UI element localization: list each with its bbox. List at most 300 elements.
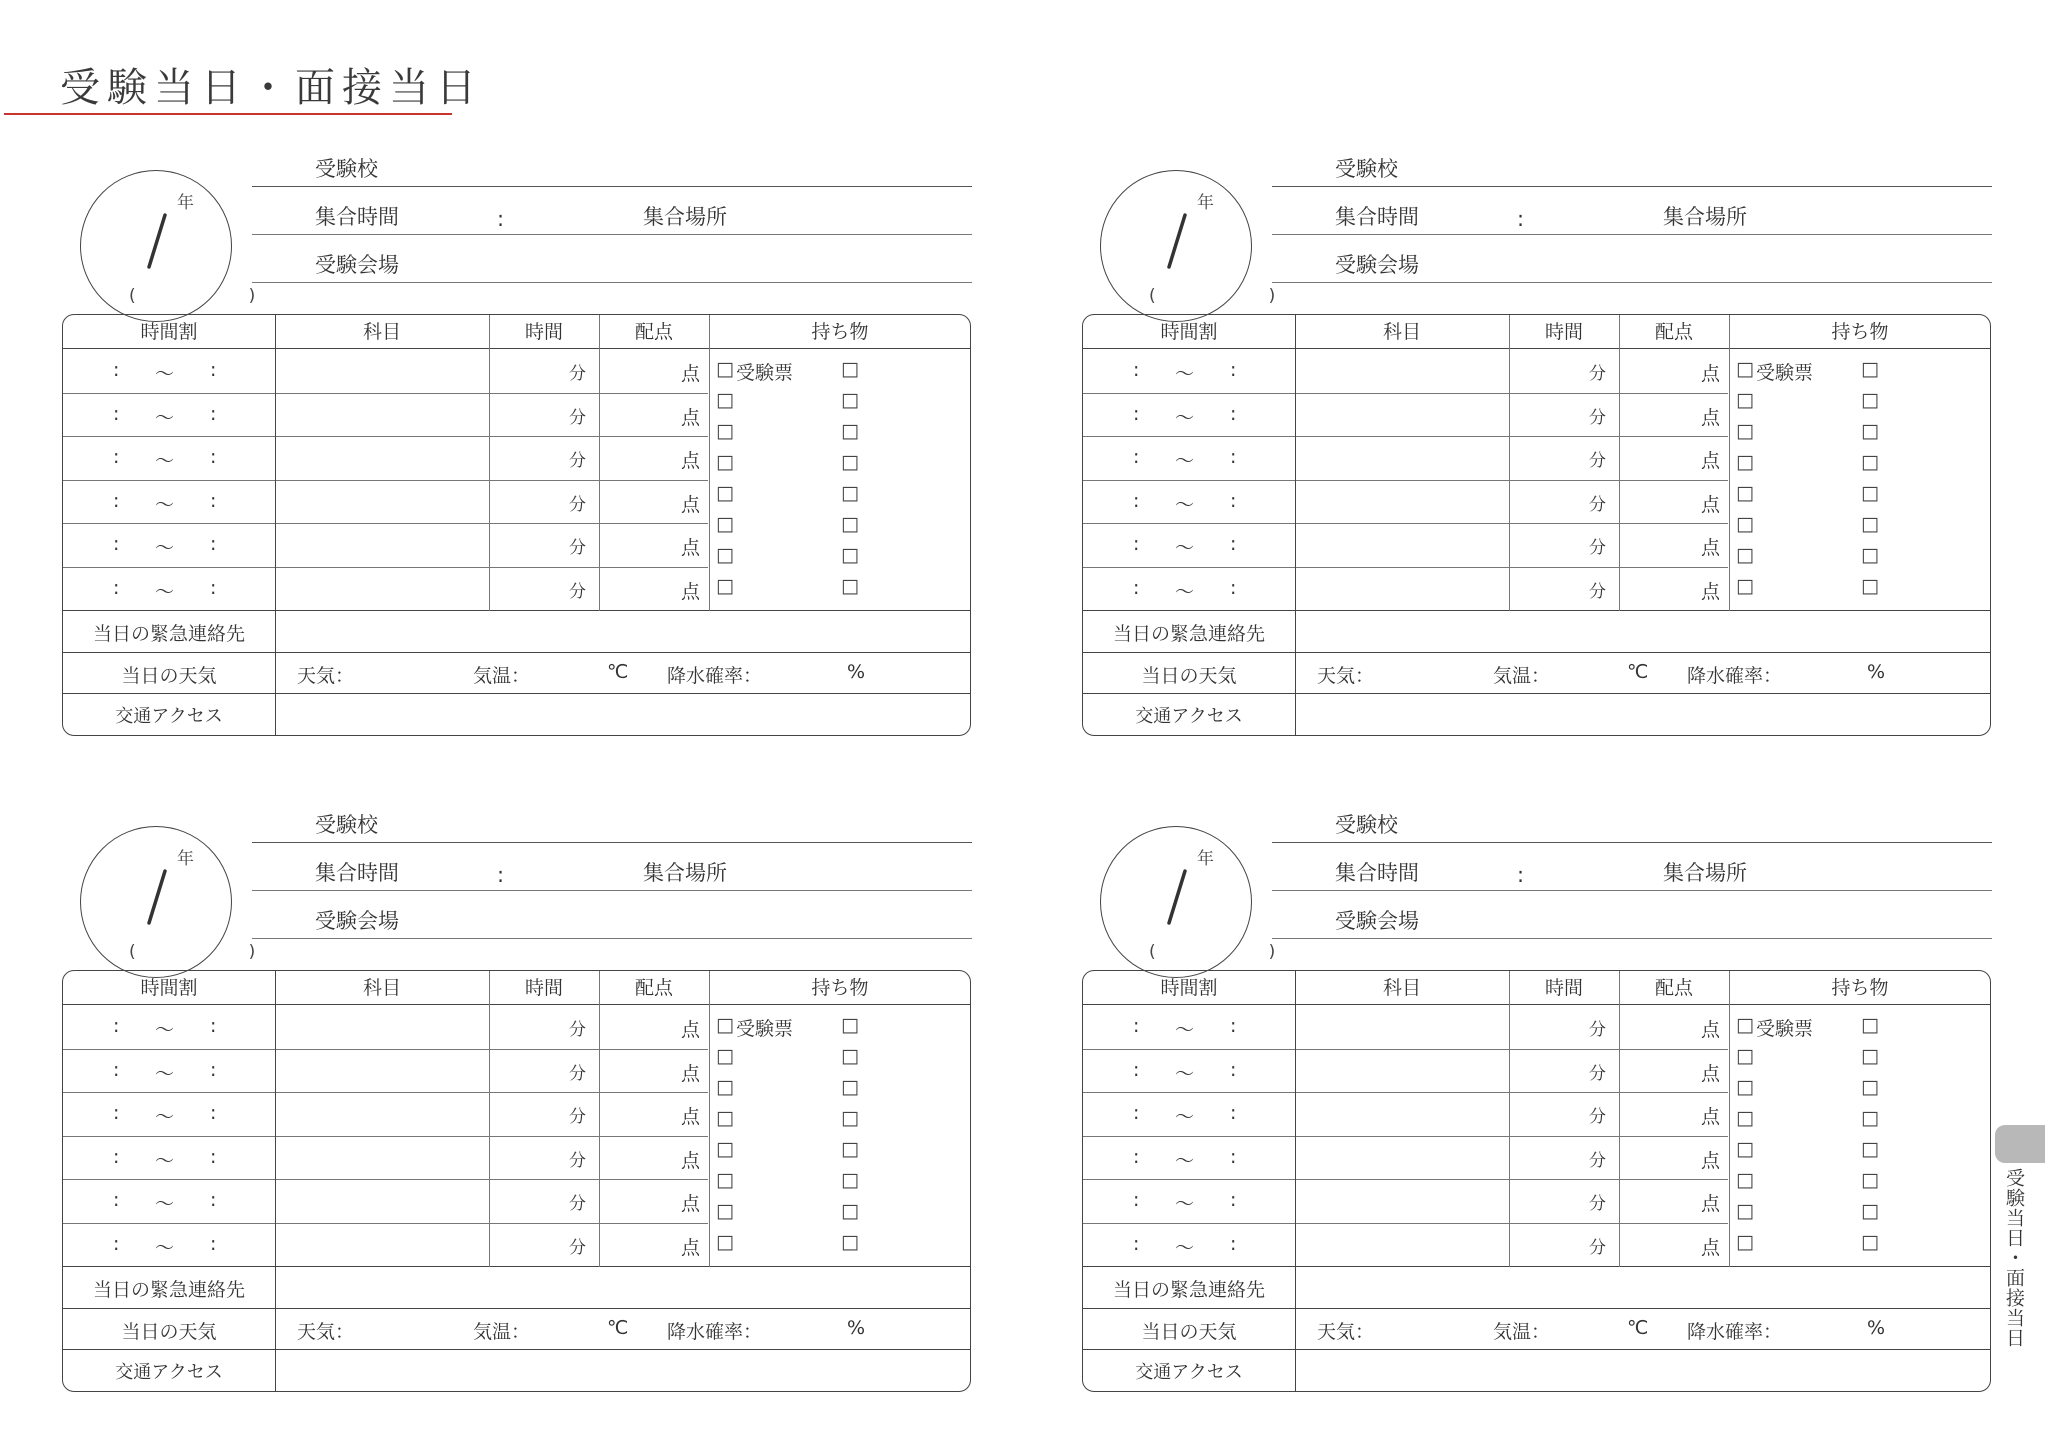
header-time: 時間 [524,321,563,343]
start-time-colon: : [113,359,120,381]
belonging-checkbox[interactable]: □ [1736,1076,1754,1098]
venue-label: 受験会場 [315,253,399,277]
belonging-checkbox[interactable]: □ [841,1107,859,1129]
date-circle [1100,826,1324,978]
row-divider [1083,1179,1728,1180]
belonging-checkbox[interactable]: □ [716,1200,734,1222]
minutes-unit: 分 [569,1194,586,1215]
belonging-checkbox[interactable]: □ [716,575,734,597]
rain-chance-unit: % [847,1317,866,1339]
belonging-checkbox[interactable]: □ [716,1045,734,1067]
weather-row-label: 当日の天気 [1141,1321,1237,1343]
time-range-tilde: 〜 [155,1237,175,1259]
minutes-unit: 分 [569,407,586,428]
year-label: 年 [1197,849,1214,869]
points-unit: 点 [1701,537,1721,560]
access-label: 交通アクセス [1135,706,1243,727]
section-divider [63,693,970,694]
year-label: 年 [1197,193,1214,213]
row-divider [63,480,708,481]
start-time-colon: : [1133,1189,1140,1212]
belonging-checkbox[interactable]: □ [1736,451,1754,473]
belonging-checkbox[interactable]: □ [1736,575,1754,597]
year-label: 年 [177,849,194,869]
school-field[interactable] [252,146,972,187]
section-divider [1083,1266,1990,1267]
belonging-checkbox[interactable]: □ [1736,482,1754,504]
header-belongings: 持ち物 [1831,321,1889,343]
gather-field[interactable] [1272,194,1992,235]
belonging-checkbox[interactable]: □ [716,1107,734,1129]
end-time-colon: : [1230,489,1237,512]
gather-place-label: 集合場所 [643,861,727,885]
start-time-colon: : [1133,577,1140,599]
belonging-checkbox[interactable]: □ [716,451,734,473]
section-divider [63,652,970,653]
column-divider [275,315,276,736]
belonging-checkbox[interactable]: □ [716,482,734,504]
gather-field[interactable] [252,850,972,891]
venue-label: 受験会場 [315,909,399,933]
header-subject: 科目 [1382,321,1421,343]
belonging-checkbox[interactable]: □ [716,513,734,535]
column-divider [1509,971,1510,1267]
belonging-checkbox[interactable]: □ [1736,544,1754,566]
belonging-checkbox[interactable]: □ [1861,1138,1879,1160]
header-divider [63,1004,970,1005]
minutes-unit: 分 [569,1063,586,1084]
header-divider [63,348,970,349]
minutes-unit: 分 [569,1020,586,1040]
gather-time-label: 集合時間 [315,861,399,885]
start-time-colon: : [113,1102,120,1125]
belonging-checkbox[interactable]: □ [716,544,734,566]
weather-row-label: 当日の天気 [1141,665,1237,687]
end-time-colon: : [210,1058,217,1081]
venue-field[interactable] [252,242,972,283]
time-range-tilde: 〜 [155,1193,175,1216]
temperature-unit: ℃ [1627,1317,1649,1339]
belonging-checkbox[interactable]: □ [1736,1045,1754,1067]
minutes-unit: 分 [1589,1107,1606,1128]
start-time-colon: : [113,533,120,556]
time-range-tilde: 〜 [155,450,175,473]
minutes-unit: 分 [1589,1194,1606,1215]
section-divider [63,1266,970,1267]
belonging-checkbox[interactable]: □ [841,1231,859,1253]
header-timetable: 時間割 [1160,977,1218,999]
time-range-tilde: 〜 [1175,1106,1195,1129]
weekday-label: ( ) [1149,942,1324,962]
belonging-checkbox[interactable]: □ [841,1138,859,1160]
belonging-checkbox[interactable]: □ [1736,389,1754,411]
belonging-checkbox[interactable]: □ [1861,451,1879,473]
temperature-unit: ℃ [607,1317,629,1339]
points-unit: 点 [681,1193,701,1216]
belonging-checkbox[interactable]: □ [1861,482,1879,504]
belonging-checkbox[interactable]: □ [1736,1014,1754,1036]
rain-chance-unit: % [1867,661,1886,683]
belonging-checkbox[interactable]: □ [1736,1231,1754,1253]
minutes-unit: 分 [569,1238,586,1258]
end-time-colon: : [210,446,217,469]
column-divider [489,971,490,1267]
header-time: 時間 [1544,977,1583,999]
minutes-unit: 分 [569,582,586,602]
start-time-colon: : [1133,1233,1140,1255]
belonging-checkbox[interactable]: □ [1861,1169,1879,1191]
minutes-unit: 分 [1589,1150,1606,1171]
belonging-checkbox[interactable]: □ [1736,1169,1754,1191]
time-range-tilde: 〜 [1175,493,1195,516]
belonging-checkbox[interactable]: □ [1861,1045,1879,1067]
header-divider [1083,1004,1990,1005]
points-unit: 点 [681,1062,701,1085]
points-unit: 点 [681,1019,701,1041]
column-divider [1619,315,1620,611]
start-time-colon: : [1133,402,1140,425]
time-range-tilde: 〜 [155,406,175,429]
column-divider [599,971,600,1267]
points-unit: 点 [681,537,701,560]
header-points: 配点 [634,977,673,999]
belonging-checkbox[interactable]: □ [1861,1200,1879,1222]
belonging-checkbox[interactable]: □ [841,1169,859,1191]
belonging-checkbox[interactable]: □ [841,1045,859,1067]
gather-time-colon: : [497,207,505,231]
rain-chance-label: 降水確率： [1687,665,1783,687]
start-time-colon: : [113,1058,120,1081]
minutes-unit: 分 [1589,451,1606,472]
gather-field[interactable] [252,194,972,235]
points-unit: 点 [681,581,701,603]
access-label: 交通アクセス [115,1362,223,1383]
side-index-tab [1995,1125,2045,1163]
minutes-unit: 分 [569,451,586,472]
time-range-tilde: 〜 [155,581,175,603]
belonging-checkbox[interactable]: □ [841,1014,859,1036]
points-unit: 点 [1701,1062,1721,1085]
points-unit: 点 [1701,581,1721,603]
belonging-checkbox[interactable]: □ [841,420,859,442]
emergency-contact-label: 当日の緊急連絡先 [92,1279,245,1301]
column-divider [1509,315,1510,611]
belonging-checkbox[interactable]: □ [1861,575,1879,597]
header-timetable: 時間割 [140,321,198,343]
belonging-checkbox[interactable]: □ [716,1231,734,1253]
time-range-tilde: 〜 [155,363,175,385]
gather-place-label: 集合場所 [1663,205,1747,229]
end-time-colon: : [1230,533,1237,556]
belonging-checkbox[interactable]: □ [716,358,734,380]
end-time-colon: : [1230,1189,1237,1212]
exam-day-card [1082,144,1992,734]
weather-row-label: 当日の天気 [121,665,217,687]
start-time-colon: : [1133,1015,1140,1037]
minutes-unit: 分 [569,1107,586,1128]
belonging-checkbox[interactable]: □ [841,389,859,411]
temperature-label: 気温： [473,1321,531,1343]
belonging-checkbox[interactable]: □ [1736,513,1754,535]
section-divider [1083,1349,1990,1350]
header-belongings: 持ち物 [811,977,869,999]
temperature-label: 気温： [473,665,531,687]
venue-field[interactable] [1272,242,1992,283]
header-subject: 科目 [362,321,401,343]
header-subject: 科目 [362,977,401,999]
access-label: 交通アクセス [1135,1362,1243,1383]
row-divider [63,567,708,568]
emergency-contact-label: 当日の緊急連絡先 [1112,1279,1265,1301]
gather-time-label: 集合時間 [1335,205,1419,229]
belonging-checkbox[interactable]: □ [1736,1107,1754,1129]
belonging-checkbox[interactable]: □ [841,482,859,504]
minutes-unit: 分 [1589,1238,1606,1258]
header-points: 配点 [1654,321,1693,343]
start-time-colon: : [113,577,120,599]
row-divider [63,1136,708,1137]
section-divider [1083,1308,1990,1309]
start-time-colon: : [1133,489,1140,512]
temperature-label: 気温： [1493,665,1551,687]
belonging-checkbox[interactable]: □ [1861,1107,1879,1129]
end-time-colon: : [1230,359,1237,381]
school-field[interactable] [1272,802,1992,843]
time-range-tilde: 〜 [155,1106,175,1129]
venue-label: 受験会場 [1335,909,1419,933]
emergency-contact-label: 当日の緊急連絡先 [92,623,245,645]
end-time-colon: : [210,402,217,425]
row-divider [1083,480,1728,481]
end-time-colon: : [1230,1058,1237,1081]
minutes-unit: 分 [1589,582,1606,602]
end-time-colon: : [1230,1145,1237,1168]
row-divider [1083,1092,1728,1093]
end-time-colon: : [1230,402,1237,425]
points-unit: 点 [1701,1019,1721,1041]
time-range-tilde: 〜 [155,1019,175,1041]
header-divider [1083,348,1990,349]
section-divider [1083,693,1990,694]
end-time-colon: : [210,1145,217,1168]
belonging-checkbox[interactable]: □ [1861,358,1879,380]
points-unit: 点 [1701,450,1721,473]
belonging-checkbox[interactable]: □ [1736,1138,1754,1160]
side-index-label: 受験当日・面接当日 [2003,1168,2025,1348]
row-divider [63,523,708,524]
points-unit: 点 [1701,493,1721,516]
points-unit: 点 [1701,1237,1721,1259]
title-underline [4,113,452,115]
belonging-checkbox[interactable]: □ [1861,1076,1879,1098]
belonging-checkbox[interactable]: □ [716,389,734,411]
time-range-tilde: 〜 [1175,1193,1195,1216]
schedule-table [1082,314,1991,736]
date-circle [80,170,304,322]
exam-day-card [62,800,972,1390]
rain-chance-label: 降水確率： [667,1321,763,1343]
points-unit: 点 [681,450,701,473]
belonging-checkbox[interactable]: □ [841,575,859,597]
start-time-colon: : [113,1015,120,1037]
gather-field[interactable] [1272,850,1992,891]
school-field[interactable] [252,802,972,843]
end-time-colon: : [210,489,217,512]
points-unit: 点 [681,406,701,429]
date-slash-icon [1157,867,1197,927]
admission-ticket-label: 受験票 [1756,362,1814,384]
gather-time-colon: : [1517,863,1525,887]
belonging-checkbox[interactable]: □ [841,1200,859,1222]
weekday-label: ( ) [1149,286,1324,306]
belonging-checkbox[interactable]: □ [1861,389,1879,411]
date-circle [1100,170,1324,322]
belonging-checkbox[interactable]: □ [841,513,859,535]
schedule-table [1082,970,1991,1392]
start-time-colon: : [113,489,120,512]
section-divider [63,1349,970,1350]
date-circle [80,826,304,978]
belonging-checkbox[interactable]: □ [1861,513,1879,535]
weekday-label: ( ) [129,286,304,306]
exam-day-card [62,144,972,734]
belonging-checkbox[interactable]: □ [841,1076,859,1098]
start-time-colon: : [113,402,120,425]
points-unit: 点 [681,363,701,385]
minutes-unit: 分 [569,494,586,515]
header-time: 時間 [1544,321,1583,343]
minutes-unit: 分 [1589,1020,1606,1040]
header-belongings: 持ち物 [1831,977,1889,999]
weather-label: 天気： [1317,665,1375,687]
belonging-checkbox[interactable]: □ [841,358,859,380]
belonging-checkbox[interactable]: □ [1736,1200,1754,1222]
admission-ticket-label: 受験票 [1756,1018,1814,1040]
gather-place-label: 集合場所 [643,205,727,229]
admission-ticket-label: 受験票 [736,1018,794,1040]
rain-chance-unit: % [847,661,866,683]
access-label: 交通アクセス [115,706,223,727]
date-slash-icon [137,867,177,927]
header-timetable: 時間割 [1160,321,1218,343]
rain-chance-unit: % [1867,1317,1886,1339]
header-points: 配点 [634,321,673,343]
end-time-colon: : [1230,577,1237,599]
minutes-unit: 分 [1589,494,1606,515]
points-unit: 点 [1701,1193,1721,1216]
time-range-tilde: 〜 [1175,363,1195,385]
end-time-colon: : [1230,446,1237,469]
belonging-checkbox[interactable]: □ [716,1014,734,1036]
belonging-checkbox[interactable]: □ [716,1138,734,1160]
time-range-tilde: 〜 [155,493,175,516]
belonging-checkbox[interactable]: □ [841,544,859,566]
emergency-contact-label: 当日の緊急連絡先 [1112,623,1265,645]
row-divider [1083,567,1728,568]
end-time-colon: : [210,1015,217,1037]
time-range-tilde: 〜 [1175,1062,1195,1085]
points-unit: 点 [681,1106,701,1129]
belonging-checkbox[interactable]: □ [716,1076,734,1098]
belonging-checkbox[interactable]: □ [1861,1231,1879,1253]
rain-chance-label: 降水確率： [667,665,763,687]
points-unit: 点 [1701,1149,1721,1172]
gather-time-label: 集合時間 [315,205,399,229]
time-range-tilde: 〜 [1175,1019,1195,1041]
start-time-colon: : [1133,446,1140,469]
row-divider [1083,523,1728,524]
start-time-colon: : [113,1233,120,1255]
schedule-table [62,970,971,1392]
venue-field[interactable] [252,898,972,939]
belonging-checkbox[interactable]: □ [1861,420,1879,442]
points-unit: 点 [1701,363,1721,385]
minutes-unit: 分 [1589,538,1606,559]
column-divider [1295,315,1296,736]
time-range-tilde: 〜 [155,537,175,560]
row-divider [63,1179,708,1180]
column-divider [709,971,710,1267]
belonging-checkbox[interactable]: □ [1736,358,1754,380]
points-unit: 点 [681,1149,701,1172]
time-range-tilde: 〜 [1175,581,1195,603]
end-time-colon: : [1230,1015,1237,1037]
minutes-unit: 分 [569,364,586,384]
header-time: 時間 [524,977,563,999]
time-range-tilde: 〜 [155,1062,175,1085]
section-divider [1083,610,1990,611]
header-timetable: 時間割 [140,977,198,999]
venue-label: 受験会場 [1335,253,1419,277]
year-label: 年 [177,193,194,213]
start-time-colon: : [1133,1058,1140,1081]
minutes-unit: 分 [1589,407,1606,428]
column-divider [1729,971,1730,1267]
end-time-colon: : [1230,1102,1237,1125]
section-divider [63,610,970,611]
venue-field[interactable] [1272,898,1992,939]
school-label: 受験校 [1335,157,1398,181]
points-unit: 点 [681,493,701,516]
belonging-checkbox[interactable]: □ [1736,420,1754,442]
column-divider [489,315,490,611]
gather-time-colon: : [1517,207,1525,231]
weather-label: 天気： [297,1321,355,1343]
weekday-label: ( ) [129,942,304,962]
points-unit: 点 [681,1237,701,1259]
belonging-checkbox[interactable]: □ [841,451,859,473]
end-time-colon: : [210,1189,217,1212]
time-range-tilde: 〜 [1175,406,1195,429]
points-unit: 点 [1701,1106,1721,1129]
time-range-tilde: 〜 [1175,537,1195,560]
row-divider [63,393,708,394]
belonging-checkbox[interactable]: □ [716,1169,734,1191]
belonging-checkbox[interactable]: □ [1861,1014,1879,1036]
school-field[interactable] [1272,146,1992,187]
column-divider [599,315,600,611]
rain-chance-label: 降水確率： [1687,1321,1783,1343]
start-time-colon: : [1133,1145,1140,1168]
end-time-colon: : [1230,1233,1237,1255]
row-divider [1083,393,1728,394]
belonging-checkbox[interactable]: □ [716,420,734,442]
belonging-checkbox[interactable]: □ [1861,544,1879,566]
row-divider [1083,1136,1728,1137]
minutes-unit: 分 [1589,1063,1606,1084]
start-time-colon: : [1133,359,1140,381]
row-divider [63,436,708,437]
